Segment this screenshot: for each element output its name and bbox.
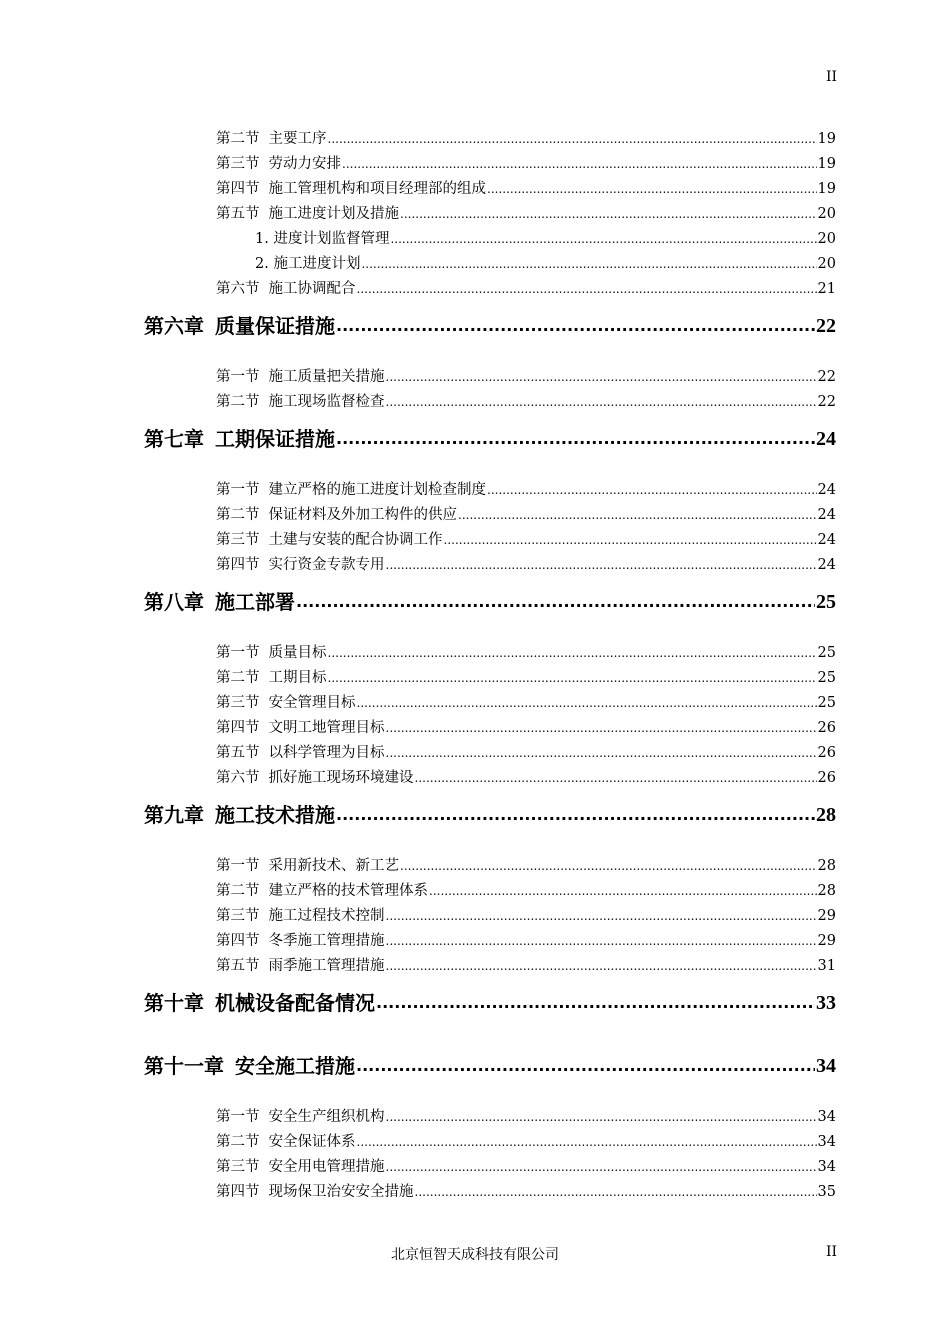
toc-entry-page-number: 24 (816, 428, 836, 450)
toc-dot-leader (386, 365, 817, 390)
toc-entry-number: 第二节 (216, 131, 260, 147)
toc-entry-label (144, 1051, 355, 1081)
toc-entry-number: 第六节 (216, 770, 260, 786)
toc-entry-page-number: 35 (817, 1184, 836, 1200)
toc-section-entry[interactable] (216, 152, 836, 177)
toc-entry-number: 第九章 (144, 803, 204, 827)
toc-entry-title: 施工管理机构和项目经理部的组成 (268, 181, 486, 197)
toc-dot-leader (400, 854, 817, 879)
toc-chapter-entry[interactable] (144, 1051, 836, 1081)
toc-entry-title: 以科学管理为目标 (268, 745, 385, 761)
toc-entry-number: 第四节 (216, 181, 260, 197)
footer-company-name: 北京恒智天成科技有限公司 (391, 1247, 559, 1263)
toc-entry-number: 第六节 (216, 281, 260, 297)
toc-section-entry[interactable] (216, 666, 836, 691)
toc-entry-number: 第三节 (216, 908, 260, 924)
toc-dot-leader (400, 202, 817, 227)
toc-dot-leader (336, 798, 815, 830)
toc-entry-title: 主要工序 (268, 131, 327, 147)
toc-entry-label (216, 741, 385, 766)
toc-section-entry[interactable] (216, 879, 836, 904)
toc-entry-label (216, 528, 443, 553)
toc-entry-title: 抓好施工现场环境建设 (268, 770, 414, 786)
toc-dot-leader (386, 929, 817, 954)
toc-entry-label (216, 1105, 385, 1130)
toc-dot-leader (357, 277, 817, 302)
toc-dot-leader (296, 585, 815, 617)
toc-entry-title: 安全保证体系 (268, 1134, 356, 1150)
toc-section-entry[interactable] (216, 177, 836, 202)
toc-entry-label (216, 766, 414, 791)
toc-section-entry[interactable] (216, 691, 836, 716)
toc-dot-leader (376, 986, 815, 1018)
toc-section-entry[interactable] (216, 390, 836, 415)
toc-entry-title: 机械设备配备情况 (215, 991, 375, 1015)
toc-entry-label (216, 152, 341, 177)
toc-section-entry[interactable] (216, 365, 836, 390)
toc-entry-title: 劳动力安排 (268, 156, 341, 172)
toc-dot-leader (336, 422, 815, 454)
toc-entry-page-number: 31 (817, 958, 836, 974)
toc-dot-leader (386, 1105, 817, 1130)
toc-dot-leader (328, 127, 817, 152)
toc-entry-page-number: 20 (817, 206, 836, 222)
toc-dot-leader (357, 1130, 817, 1155)
toc-entry-page-number: 25 (817, 695, 836, 711)
toc-section-entry[interactable] (216, 641, 836, 666)
toc-entry-title: 现场保卫治安安全措施 (268, 1184, 414, 1200)
toc-dot-leader (328, 666, 817, 691)
toc-subsection-entry[interactable] (255, 252, 836, 277)
toc-entry-label (216, 954, 385, 979)
toc-entry-title: 施工过程技术控制 (268, 908, 385, 924)
toc-entry-number: 第一节 (216, 369, 260, 385)
toc-section-entry[interactable] (216, 766, 836, 791)
toc-entry-page-number: 26 (817, 720, 836, 736)
toc-entry-label (216, 854, 399, 879)
toc-entry-number: 第四节 (216, 557, 260, 573)
toc-entry-title: 施工技术措施 (215, 803, 335, 827)
toc-entry-page-number: 26 (817, 745, 836, 761)
toc-entry-label (216, 904, 385, 929)
toc-dot-leader (386, 954, 817, 979)
toc-dot-leader (386, 904, 817, 929)
toc-section-entry[interactable] (216, 478, 836, 503)
toc-section-entry[interactable] (216, 741, 836, 766)
toc-dot-leader (487, 177, 817, 202)
toc-entry-title: 质量保证措施 (215, 314, 335, 338)
toc-entry-title: 施工质量把关措施 (268, 369, 385, 385)
toc-chapter-entry[interactable] (144, 800, 836, 830)
toc-entry-page-number: 28 (817, 858, 836, 874)
toc-entry-title: 采用新技术、新工艺 (268, 858, 399, 874)
toc-entry-label (216, 1155, 385, 1180)
header-page-number: II (825, 69, 837, 85)
toc-entry-page-number: 33 (816, 992, 836, 1014)
toc-entry-page-number: 24 (817, 482, 836, 498)
toc-section-entry[interactable] (216, 528, 836, 553)
toc-entry-number: 第三节 (216, 156, 260, 172)
toc-entry-label (216, 641, 327, 666)
toc-dot-leader (357, 691, 817, 716)
toc-entry-page-number: 20 (817, 231, 836, 247)
toc-entry-label (216, 1180, 414, 1205)
toc-entry-page-number: 19 (817, 131, 836, 147)
toc-dot-leader (386, 741, 817, 766)
toc-entry-label (216, 503, 457, 528)
toc-entry-number: 第四节 (216, 720, 260, 736)
toc-entry-page-number: 25 (817, 645, 836, 661)
toc-entry-label (255, 227, 389, 252)
toc-chapter-entry[interactable] (144, 311, 836, 341)
table-of-contents (0, 127, 950, 1205)
toc-section-entry[interactable] (216, 127, 836, 152)
toc-dot-leader (328, 641, 817, 666)
toc-entry-title: 土建与安装的配合协调工作 (268, 532, 443, 548)
toc-entry-number: 第一节 (216, 1109, 260, 1125)
toc-entry-label (216, 691, 356, 716)
toc-entry-number: 第一节 (216, 482, 260, 498)
toc-entry-label (216, 365, 385, 390)
toc-entry-label (144, 988, 375, 1018)
toc-entry-number: 第八章 (144, 590, 204, 614)
toc-entry-page-number: 22 (817, 394, 836, 410)
toc-dot-leader (415, 766, 817, 791)
toc-entry-number: 第十章 (144, 991, 204, 1015)
toc-entry-page-number: 21 (817, 281, 836, 297)
toc-entry-page-number: 34 (817, 1109, 836, 1125)
toc-dot-leader (390, 227, 816, 252)
toc-section-entry[interactable] (216, 1105, 836, 1130)
toc-subsection-entry[interactable] (255, 227, 836, 252)
toc-dot-leader (386, 553, 817, 578)
toc-entry-title: 施工协调配合 (268, 281, 356, 297)
toc-entry-number: 第一节 (216, 858, 260, 874)
toc-dot-leader (386, 390, 817, 415)
toc-entry-page-number: 24 (817, 532, 836, 548)
toc-dot-leader (429, 879, 817, 904)
toc-section-entry[interactable] (216, 1180, 836, 1205)
toc-entry-page-number: 29 (817, 933, 836, 949)
toc-dot-leader (386, 716, 817, 741)
toc-entry-title: 雨季施工管理措施 (268, 958, 385, 974)
toc-entry-title: 安全管理目标 (268, 695, 356, 711)
toc-entry-title: 施工部署 (215, 590, 295, 614)
toc-entry-label (255, 252, 360, 277)
toc-section-entry[interactable] (216, 202, 836, 227)
footer-page-number: II (825, 1244, 837, 1260)
toc-dot-leader (386, 1155, 817, 1180)
toc-section-entry[interactable] (216, 904, 836, 929)
toc-entry-label (144, 424, 335, 454)
toc-entry-number: 第五节 (216, 745, 260, 761)
page-footer (0, 1244, 950, 1266)
toc-entry-page-number: 20 (817, 256, 836, 272)
toc-entry-page-number: 19 (817, 156, 836, 172)
toc-entry-title: 建立严格的技术管理体系 (268, 883, 428, 899)
toc-entry-number: 第十一章 (144, 1054, 224, 1078)
toc-section-entry[interactable] (216, 503, 836, 528)
toc-entry-number: 第二节 (216, 883, 260, 899)
toc-entry-number: 第二节 (216, 1134, 260, 1150)
toc-section-entry[interactable] (216, 854, 836, 879)
toc-entry-page-number: 25 (816, 591, 836, 613)
toc-section-entry[interactable] (216, 277, 836, 302)
toc-entry-title: 2. 施工进度计划 (255, 256, 361, 272)
toc-entry-number: 第三节 (216, 695, 260, 711)
toc-entry-title: 安全用电管理措施 (268, 1159, 385, 1175)
toc-entry-title: 冬季施工管理措施 (268, 933, 385, 949)
toc-entry-number: 第六章 (144, 314, 204, 338)
toc-entry-page-number: 25 (817, 670, 836, 686)
toc-entry-number: 第三节 (216, 1159, 260, 1175)
toc-entry-number: 第四节 (216, 1184, 260, 1200)
toc-entry-title: 实行资金专款专用 (268, 557, 385, 573)
toc-entry-title: 施工进度计划及措施 (268, 206, 399, 222)
toc-entry-page-number: 28 (817, 883, 836, 899)
toc-entry-label (216, 202, 399, 227)
toc-entry-label (216, 929, 385, 954)
toc-entry-title: 工期保证措施 (215, 427, 335, 451)
toc-dot-leader (336, 309, 815, 341)
toc-entry-title: 建立严格的施工进度计划检查制度 (268, 482, 486, 498)
toc-chapter-entry[interactable] (144, 988, 836, 1018)
toc-entry-label (216, 478, 486, 503)
toc-dot-leader (458, 503, 817, 528)
toc-entry-label (216, 277, 356, 302)
toc-entry-title: 1. 进度计划监督管理 (255, 231, 390, 247)
toc-entry-title: 安全生产组织机构 (268, 1109, 385, 1125)
toc-entry-page-number: 24 (817, 557, 836, 573)
toc-dot-leader (356, 1049, 815, 1081)
toc-entry-page-number: 29 (817, 908, 836, 924)
toc-entry-title: 文明工地管理目标 (268, 720, 385, 736)
toc-entry-page-number: 24 (817, 507, 836, 523)
toc-entry-page-number: 22 (817, 369, 836, 385)
toc-chapter-entry[interactable] (144, 587, 836, 617)
toc-section-entry[interactable] (216, 954, 836, 979)
toc-entry-page-number: 26 (817, 770, 836, 786)
toc-entry-number: 第五节 (216, 958, 260, 974)
toc-entry-page-number: 28 (816, 804, 836, 826)
toc-entry-number: 第二节 (216, 394, 260, 410)
toc-entry-title: 施工现场监督检查 (268, 394, 385, 410)
toc-dot-leader (415, 1180, 817, 1205)
toc-entry-number: 第二节 (216, 670, 260, 686)
toc-section-entry[interactable] (216, 553, 836, 578)
toc-entry-number: 第五节 (216, 206, 260, 222)
toc-section-entry[interactable] (216, 929, 836, 954)
toc-entry-number: 第二节 (216, 507, 260, 523)
toc-entry-page-number: 19 (817, 181, 836, 197)
toc-dot-leader (444, 528, 817, 553)
toc-entry-label (216, 127, 327, 152)
toc-entry-page-number: 22 (816, 315, 836, 337)
toc-chapter-entry[interactable] (144, 424, 836, 454)
toc-entry-label (144, 587, 295, 617)
toc-section-entry[interactable] (216, 1155, 836, 1180)
toc-entry-title: 质量目标 (268, 645, 327, 661)
toc-entry-title: 工期目标 (268, 670, 327, 686)
toc-entry-page-number: 34 (817, 1134, 836, 1150)
toc-entry-label (144, 311, 335, 341)
toc-dot-leader (361, 252, 816, 277)
toc-entry-label (216, 553, 385, 578)
toc-section-entry[interactable] (216, 716, 836, 741)
toc-entry-label (216, 1130, 356, 1155)
toc-entry-label (216, 879, 428, 904)
toc-entry-label (144, 800, 335, 830)
toc-entry-label (216, 716, 385, 741)
toc-entry-title: 安全施工措施 (235, 1054, 355, 1078)
toc-dot-leader (487, 478, 817, 503)
toc-dot-leader (342, 152, 817, 177)
toc-entry-label (216, 177, 486, 202)
toc-entry-number: 第三节 (216, 532, 260, 548)
toc-entry-number: 第一节 (216, 645, 260, 661)
toc-entry-label (216, 666, 327, 691)
toc-entry-page-number: 34 (816, 1055, 836, 1077)
toc-section-entry[interactable] (216, 1130, 836, 1155)
toc-entry-page-number: 34 (817, 1159, 836, 1175)
toc-entry-title: 保证材料及外加工构件的供应 (268, 507, 457, 523)
toc-entry-label (216, 390, 385, 415)
toc-entry-number: 第四节 (216, 933, 260, 949)
toc-entry-number: 第七章 (144, 427, 204, 451)
